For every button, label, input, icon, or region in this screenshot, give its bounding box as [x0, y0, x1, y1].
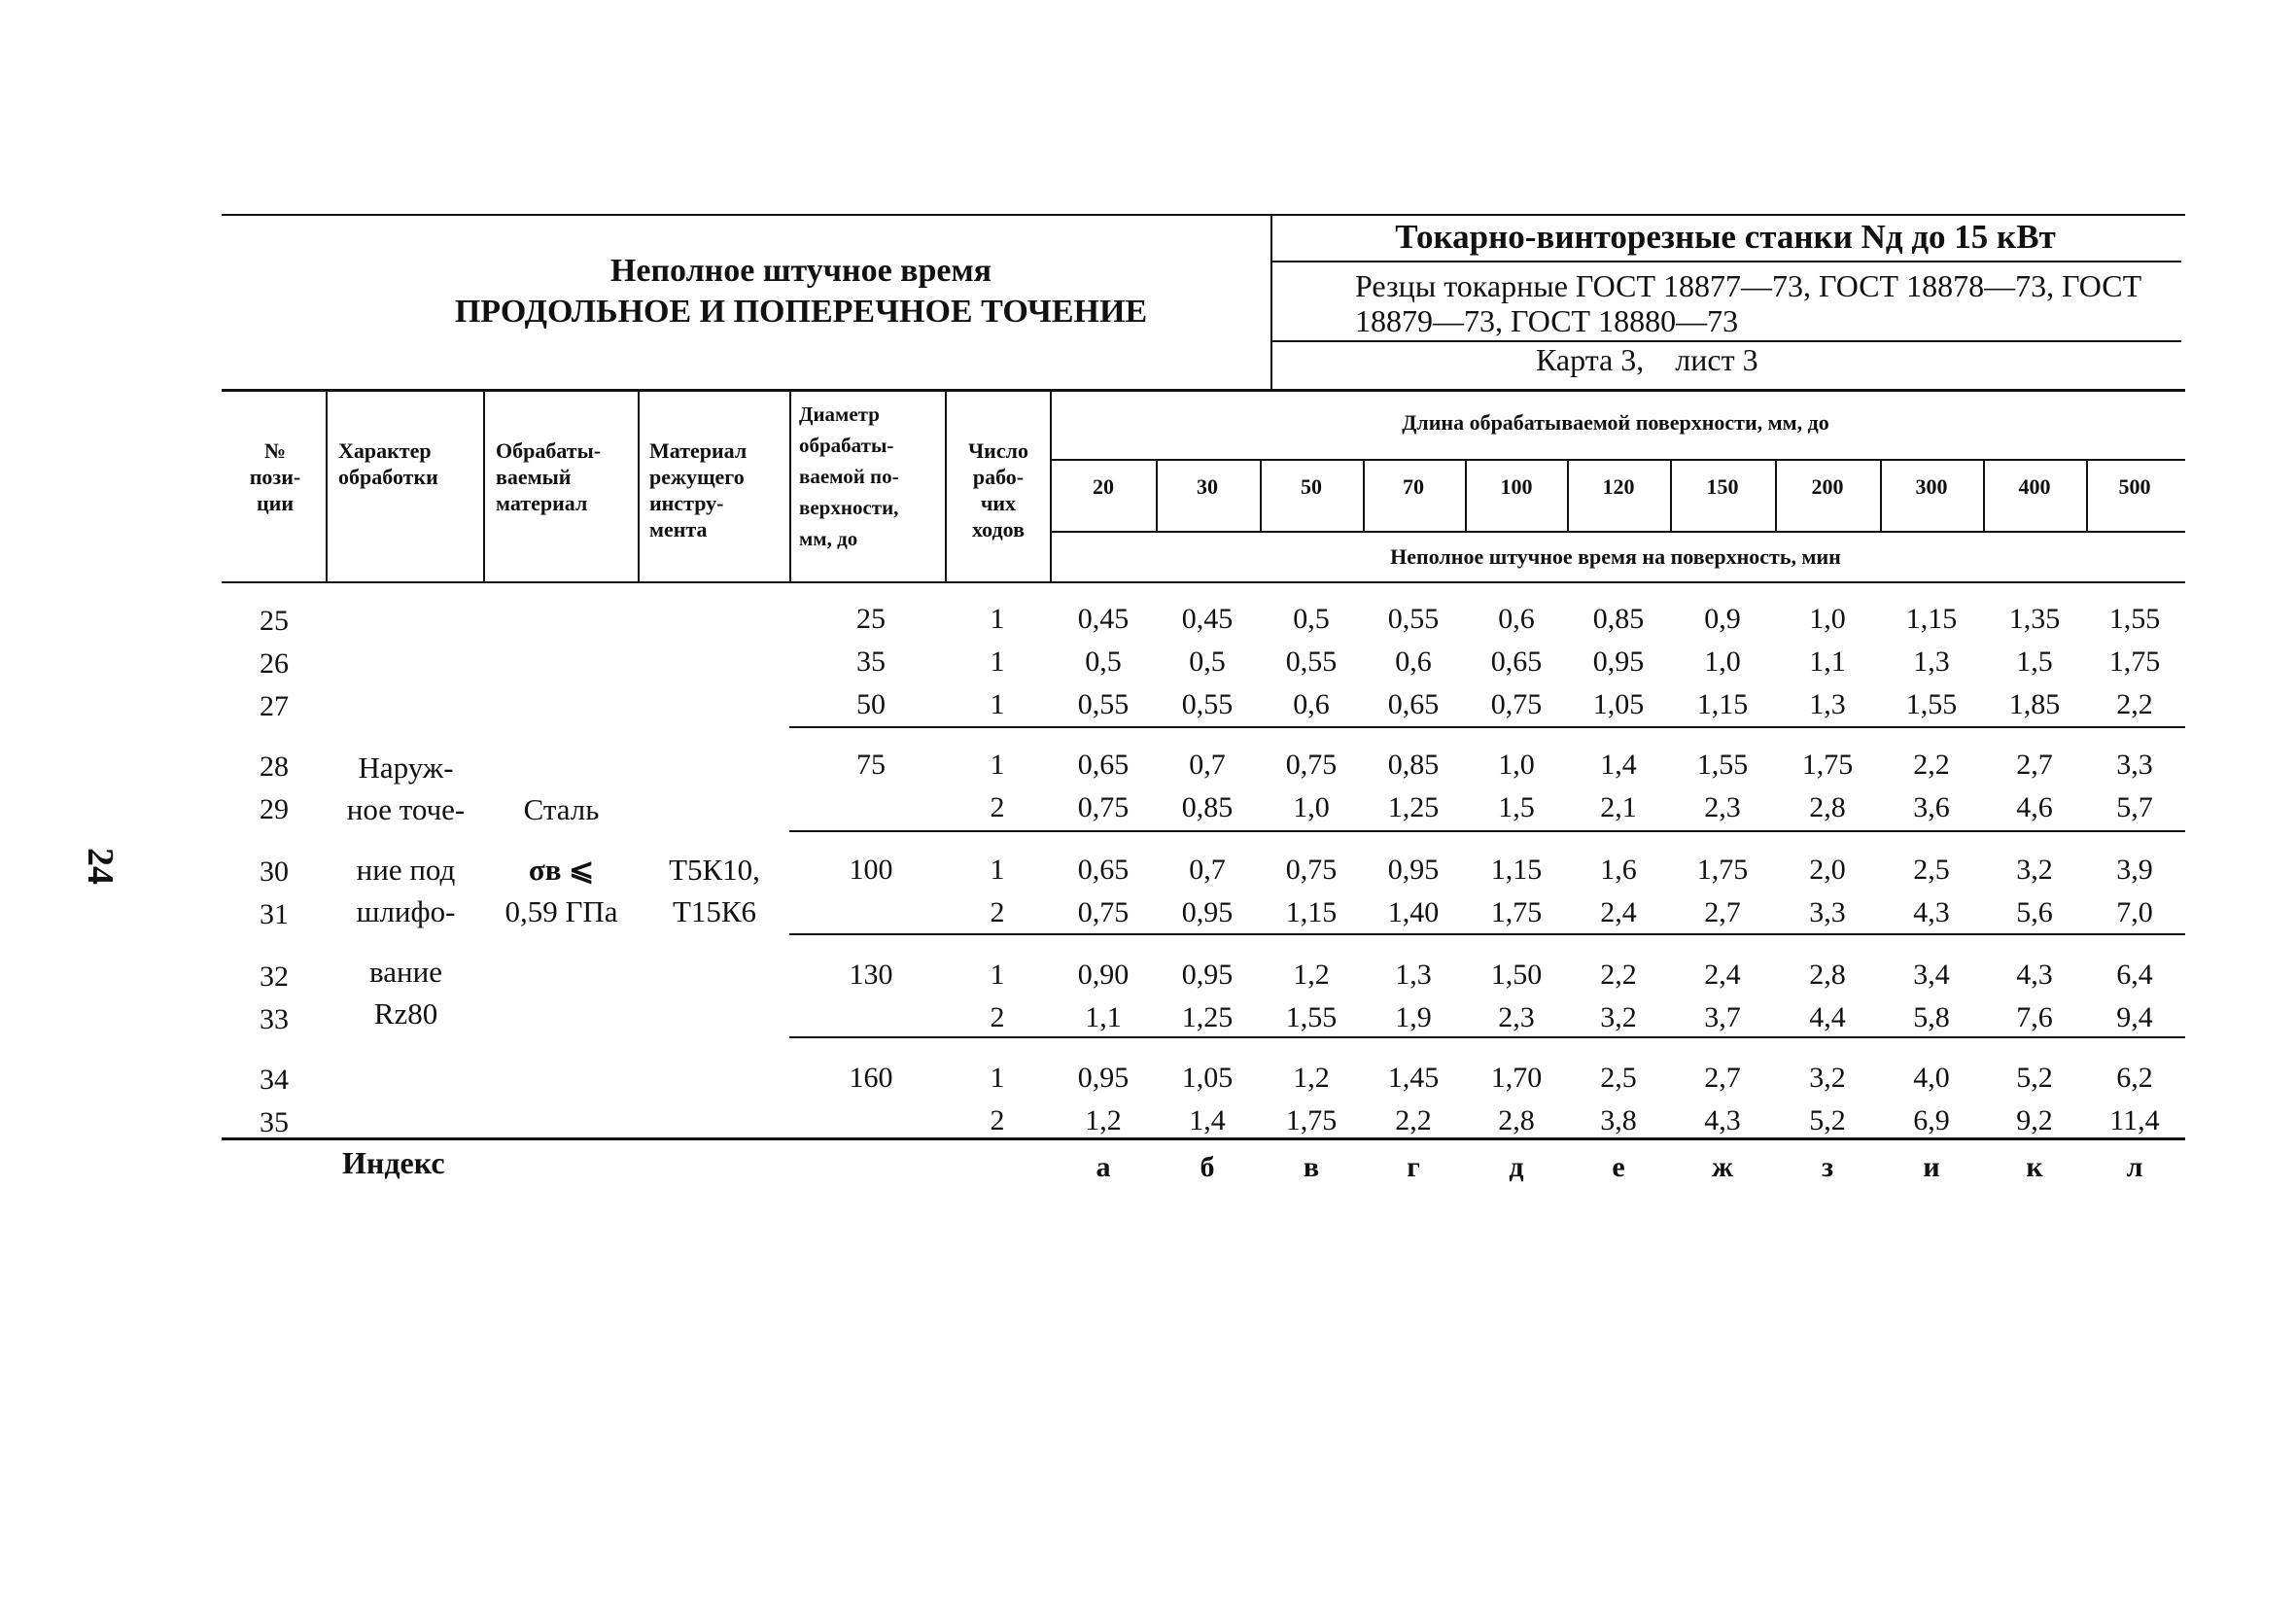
time-value: 0,65	[1490, 646, 1543, 678]
index-letter: л	[2126, 1151, 2143, 1183]
header-passes-line: ходов	[972, 517, 1025, 541]
len-divider	[1156, 459, 1158, 533]
time-value: 2,3	[1704, 791, 1741, 823]
header-pos	[227, 437, 323, 516]
position-number: 32	[260, 961, 289, 993]
index-letter: а	[1096, 1151, 1111, 1183]
position-number: 31	[260, 898, 289, 930]
header-tool-material-line: мента	[649, 517, 708, 541]
group-separator	[789, 726, 2185, 728]
header-material-line: материал	[496, 491, 588, 515]
time-value: 3,3	[1809, 896, 1846, 928]
time-value: 0,75	[1285, 854, 1338, 886]
time-value: 2,7	[1704, 896, 1741, 928]
page-number: 24	[80, 848, 121, 885]
len-divider	[1260, 459, 1262, 533]
index-letter: в	[1303, 1151, 1320, 1183]
time-value: 3,9	[2116, 854, 2153, 886]
index-letter: к	[2026, 1151, 2043, 1183]
time-value: 5,2	[1809, 1104, 1846, 1136]
time-value: 0,95	[1592, 646, 1645, 678]
header-character	[338, 437, 438, 490]
col-divider-3	[638, 389, 640, 581]
time-value: 4,3	[1913, 896, 1950, 928]
length-values-rule	[1050, 531, 2185, 533]
card-number: Карта 3, лист 3	[1536, 342, 1758, 377]
time-value: 1,4	[1189, 1104, 1226, 1136]
position-number: 28	[260, 751, 289, 783]
time-value: 0,55	[1181, 688, 1234, 720]
table-bottom-rule	[222, 1137, 2185, 1140]
col-divider-5	[945, 389, 947, 581]
time-value: 0,95	[1181, 896, 1234, 928]
header-tool-material-line: Материал	[649, 438, 748, 463]
time-value: 11,4	[2109, 1104, 2160, 1136]
time-value: 1,05	[1592, 688, 1645, 720]
time-value: 3,6	[1913, 791, 1950, 823]
time-value: 9,2	[2016, 1104, 2053, 1136]
header-tool-material-line: инстру-	[649, 491, 724, 515]
time-value: 0,85	[1181, 791, 1234, 823]
title-line2: ПРОДОЛЬНОЕ И ПОПЕРЕЧНОЕ ТОЧЕНИЕ	[454, 294, 1148, 330]
len-divider	[1465, 459, 1467, 533]
time-value: 2,4	[1600, 896, 1637, 928]
len-divider	[1983, 459, 1985, 533]
time-value: 1,05	[1181, 1062, 1234, 1094]
time-value: 0,95	[1387, 854, 1440, 886]
length-value: 70	[1403, 474, 1424, 499]
time-value: 0,65	[1077, 854, 1130, 886]
len-divider	[1880, 459, 1882, 533]
group-separator	[789, 933, 2185, 935]
passes-value: 1	[990, 749, 1005, 781]
header-pos-line: пози-	[249, 465, 301, 489]
time-title: Неполное штучное время на поверхность, мин	[1390, 544, 1841, 569]
time-value: 0,5	[1085, 646, 1122, 678]
diameter-value: 35	[856, 646, 886, 678]
time-value: 1,55	[1905, 688, 1958, 720]
time-value: 0,75	[1077, 791, 1130, 823]
header-character-line: обработки	[338, 465, 438, 489]
passes-value: 1	[990, 688, 1005, 720]
time-value: 0,65	[1387, 688, 1440, 720]
passes-value: 1	[990, 1062, 1005, 1094]
time-value: 1,2	[1293, 1062, 1330, 1094]
time-value: 1,0	[1498, 749, 1535, 781]
time-value: 0,55	[1285, 646, 1338, 678]
time-value: 3,3	[2116, 749, 2153, 781]
passes-value: 1	[990, 603, 1005, 635]
time-value: 1,55	[1285, 1001, 1338, 1033]
time-value: 1,0	[1809, 603, 1846, 635]
position-number: 29	[260, 793, 289, 825]
machine-rule	[1272, 261, 2181, 262]
time-value: 0,85	[1387, 749, 1440, 781]
time-value: 1,5	[1498, 791, 1535, 823]
time-value: 4,4	[1809, 1001, 1846, 1033]
index-letter: з	[1821, 1151, 1834, 1183]
time-value: 1,2	[1085, 1104, 1122, 1136]
header-material-line: Обрабаты-	[496, 438, 602, 463]
material-text	[486, 788, 637, 932]
character-line: вание	[369, 955, 442, 989]
position-number: 26	[260, 647, 289, 680]
title-line1: Неполное штучное время	[609, 253, 992, 289]
time-value: 5,8	[1913, 1001, 1950, 1033]
diameter-value: 75	[856, 749, 886, 781]
material-line: σв ⩽	[528, 853, 595, 887]
length-value: 150	[1706, 474, 1739, 499]
time-value: 2,5	[1913, 854, 1950, 886]
time-value: 3,7	[1704, 1001, 1741, 1033]
machine-title: Токарно-винторезные станки Nд до 15 кВт	[1395, 218, 2056, 256]
time-value: 2,8	[1809, 791, 1846, 823]
time-value: 4,6	[2016, 791, 2053, 823]
time-value: 1,9	[1395, 1001, 1432, 1033]
time-value: 2,4	[1704, 959, 1741, 991]
time-value: 1,85	[2008, 688, 2061, 720]
time-value: 5,6	[2016, 896, 2053, 928]
time-value: 6,4	[2116, 959, 2153, 991]
diameter-value: 50	[856, 688, 886, 720]
header-passes-line: рабо-	[972, 465, 1025, 489]
time-value: 9,4	[2116, 1001, 2153, 1033]
time-value: 2,2	[1600, 959, 1637, 991]
time-value: 0,7	[1189, 854, 1226, 886]
time-value: 0,90	[1077, 959, 1130, 991]
length-value: 120	[1602, 474, 1635, 499]
index-letter: б	[1200, 1151, 1215, 1183]
time-value: 1,35	[2008, 603, 2061, 635]
time-value: 2,2	[1395, 1104, 1432, 1136]
header-material-line: ваемый	[496, 465, 572, 489]
material-line: 0,59 ГПа	[504, 894, 618, 928]
time-value: 1,0	[1293, 791, 1330, 823]
time-value: 3,2	[1600, 1001, 1637, 1033]
header-diameter	[799, 399, 899, 554]
len-divider	[1567, 459, 1569, 533]
header-passes-line: чих	[980, 491, 1017, 515]
diameter-value: 160	[849, 1062, 893, 1094]
time-value: 1,25	[1181, 1001, 1234, 1033]
table-top-rule	[222, 389, 2185, 392]
header-divider	[1270, 214, 1272, 389]
time-value: 3,4	[1913, 959, 1950, 991]
time-value: 3,2	[1809, 1062, 1846, 1094]
header-pos-line: ции	[256, 491, 295, 515]
passes-value: 1	[990, 646, 1005, 678]
time-value: 0,95	[1181, 959, 1234, 991]
passes-value: 1	[990, 959, 1005, 991]
col-divider-4	[789, 389, 791, 581]
index-letter: е	[1612, 1151, 1625, 1183]
time-value: 1,3	[1913, 646, 1950, 678]
time-value: 1,15	[1905, 603, 1958, 635]
time-value: 1,45	[1387, 1062, 1440, 1094]
time-value: 0,6	[1293, 688, 1330, 720]
tool-text	[642, 849, 787, 932]
position-number: 25	[260, 605, 289, 637]
time-value: 2,0	[1809, 854, 1846, 886]
time-value: 1,3	[1395, 959, 1432, 991]
header-passes-line: Число	[968, 438, 1028, 463]
time-value: 0,9	[1704, 603, 1741, 635]
time-value: 0,7	[1189, 749, 1226, 781]
character-line: Наруж-	[358, 751, 454, 785]
character-line: шлифо-	[356, 894, 456, 928]
time-value: 1,50	[1490, 959, 1543, 991]
time-value: 3,8	[1600, 1104, 1637, 1136]
time-value: 1,2	[1293, 959, 1330, 991]
time-value: 2,7	[1704, 1062, 1741, 1094]
time-value: 0,45	[1181, 603, 1234, 635]
length-value: 300	[1915, 474, 1948, 499]
time-value: 2,3	[1498, 1001, 1535, 1033]
time-value: 0,75	[1285, 749, 1338, 781]
time-value: 6,9	[1913, 1104, 1950, 1136]
len-divider	[1775, 459, 1777, 533]
time-value: 2,1	[1600, 791, 1637, 823]
time-value: 2,5	[1600, 1062, 1637, 1094]
passes-value: 1	[990, 854, 1005, 886]
time-value: 2,2	[1913, 749, 1950, 781]
time-value: 1,5	[2016, 646, 2053, 678]
length-subrule	[1050, 459, 2185, 461]
time-value: 0,6	[1395, 646, 1432, 678]
time-value: 1,1	[1809, 646, 1846, 678]
time-value: 1,0	[1704, 646, 1741, 678]
tool-line: Т5К10,	[669, 853, 760, 887]
time-value: 1,55	[1696, 749, 1749, 781]
col-divider-2	[483, 389, 485, 581]
header-bottom-rule	[222, 581, 2185, 583]
diameter-value: 25	[856, 603, 886, 635]
header-tool-material	[649, 437, 747, 542]
length-value: 100	[1500, 474, 1533, 499]
length-title: Длина обрабатываемой поверхности, мм, до	[1402, 410, 1829, 435]
diameter-value: 100	[849, 854, 893, 886]
length-value: 50	[1301, 474, 1322, 499]
time-value: 5,2	[2016, 1062, 2053, 1094]
passes-value: 2	[990, 1104, 1005, 1136]
time-value: 1,75	[1285, 1104, 1338, 1136]
time-value: 0,55	[1077, 688, 1130, 720]
time-value: 1,15	[1285, 896, 1338, 928]
index-label: Индекс	[342, 1145, 445, 1180]
time-value: 0,75	[1490, 688, 1543, 720]
time-value: 0,6	[1498, 603, 1535, 635]
time-value: 1,70	[1490, 1062, 1543, 1094]
passes-value: 2	[990, 896, 1005, 928]
passes-value: 2	[990, 1001, 1005, 1033]
time-value: 1,75	[1801, 749, 1854, 781]
header-passes	[948, 437, 1049, 542]
position-number: 27	[260, 690, 289, 722]
time-value: 0,5	[1293, 603, 1330, 635]
time-value: 0,55	[1387, 603, 1440, 635]
time-value: 0,75	[1077, 896, 1130, 928]
position-number: 30	[260, 856, 289, 888]
header-tool-material-line: режущего	[649, 465, 745, 489]
header-diameter-line: верхности,	[799, 496, 899, 519]
time-value: 1,15	[1490, 854, 1543, 886]
header-diameter-line: мм, до	[799, 527, 858, 550]
length-value: 20	[1093, 474, 1114, 499]
time-value: 2,8	[1498, 1104, 1535, 1136]
character-line: ние под	[356, 853, 456, 887]
time-value: 6,2	[2116, 1062, 2153, 1094]
time-value: 1,15	[1696, 688, 1749, 720]
col-divider-1	[326, 389, 328, 581]
header-pos-line: №	[263, 438, 287, 463]
time-value: 2,7	[2016, 749, 2053, 781]
time-value: 4,3	[1704, 1104, 1741, 1136]
tools-spec: Резцы токарные ГОСТ 18877—73, ГОСТ 18878—73, ГОСТ 18879—73, ГОСТ 18880—73	[1355, 268, 2142, 338]
time-value: 2,8	[1809, 959, 1846, 991]
position-number: 34	[260, 1064, 289, 1096]
index-letter: и	[1923, 1151, 1940, 1183]
index-letter: г	[1407, 1151, 1420, 1183]
time-value: 1,3	[1809, 688, 1846, 720]
time-value: 0,65	[1077, 749, 1130, 781]
time-value: 1,40	[1387, 896, 1440, 928]
length-value: 200	[1811, 474, 1844, 499]
time-value: 1,55	[2108, 603, 2161, 635]
header-material	[496, 437, 601, 516]
length-value: 500	[2118, 474, 2151, 499]
position-number: 35	[260, 1106, 289, 1138]
time-value: 0,45	[1077, 603, 1130, 635]
passes-value: 2	[990, 791, 1005, 823]
tool-line: Т15К6	[672, 894, 757, 928]
header-diameter-line: обрабаты-	[799, 434, 894, 457]
time-value: 7,6	[2016, 1001, 2053, 1033]
time-value: 0,85	[1592, 603, 1645, 635]
length-value: 400	[2018, 474, 2051, 499]
index-letter: д	[1509, 1151, 1524, 1183]
character-line: Rz80	[373, 996, 438, 1031]
time-value: 7,0	[2116, 896, 2153, 928]
group-separator	[789, 830, 2185, 832]
length-value: 30	[1197, 474, 1218, 499]
time-value: 2,2	[2116, 688, 2153, 720]
header-diameter-line: Диаметр	[799, 402, 880, 426]
position-number: 33	[260, 1003, 289, 1035]
time-value: 3,2	[2016, 854, 2053, 886]
time-value: 0,95	[1077, 1062, 1130, 1094]
time-value: 1,75	[2108, 646, 2161, 678]
header-character-line: Характер	[338, 438, 432, 463]
time-value: 5,7	[2116, 791, 2153, 823]
time-value: 1,25	[1387, 791, 1440, 823]
material-line: Сталь	[523, 792, 600, 826]
time-value: 4,3	[2016, 959, 2053, 991]
time-value: 1,4	[1600, 749, 1637, 781]
diameter-value: 130	[849, 959, 893, 991]
time-value: 1,75	[1490, 896, 1543, 928]
time-value: 1,6	[1600, 854, 1637, 886]
len-divider	[1670, 459, 1672, 533]
index-letter: ж	[1712, 1151, 1733, 1183]
header-diameter-line: ваемой по-	[799, 465, 899, 488]
time-value: 1,1	[1085, 1001, 1122, 1033]
time-value: 0,5	[1189, 646, 1226, 678]
time-value: 4,0	[1913, 1062, 1950, 1094]
character-line: ное точе-	[346, 792, 466, 826]
character-text	[330, 747, 481, 1034]
top-rule	[222, 214, 2185, 216]
time-value: 1,75	[1696, 854, 1749, 886]
group-separator	[789, 1036, 2185, 1038]
